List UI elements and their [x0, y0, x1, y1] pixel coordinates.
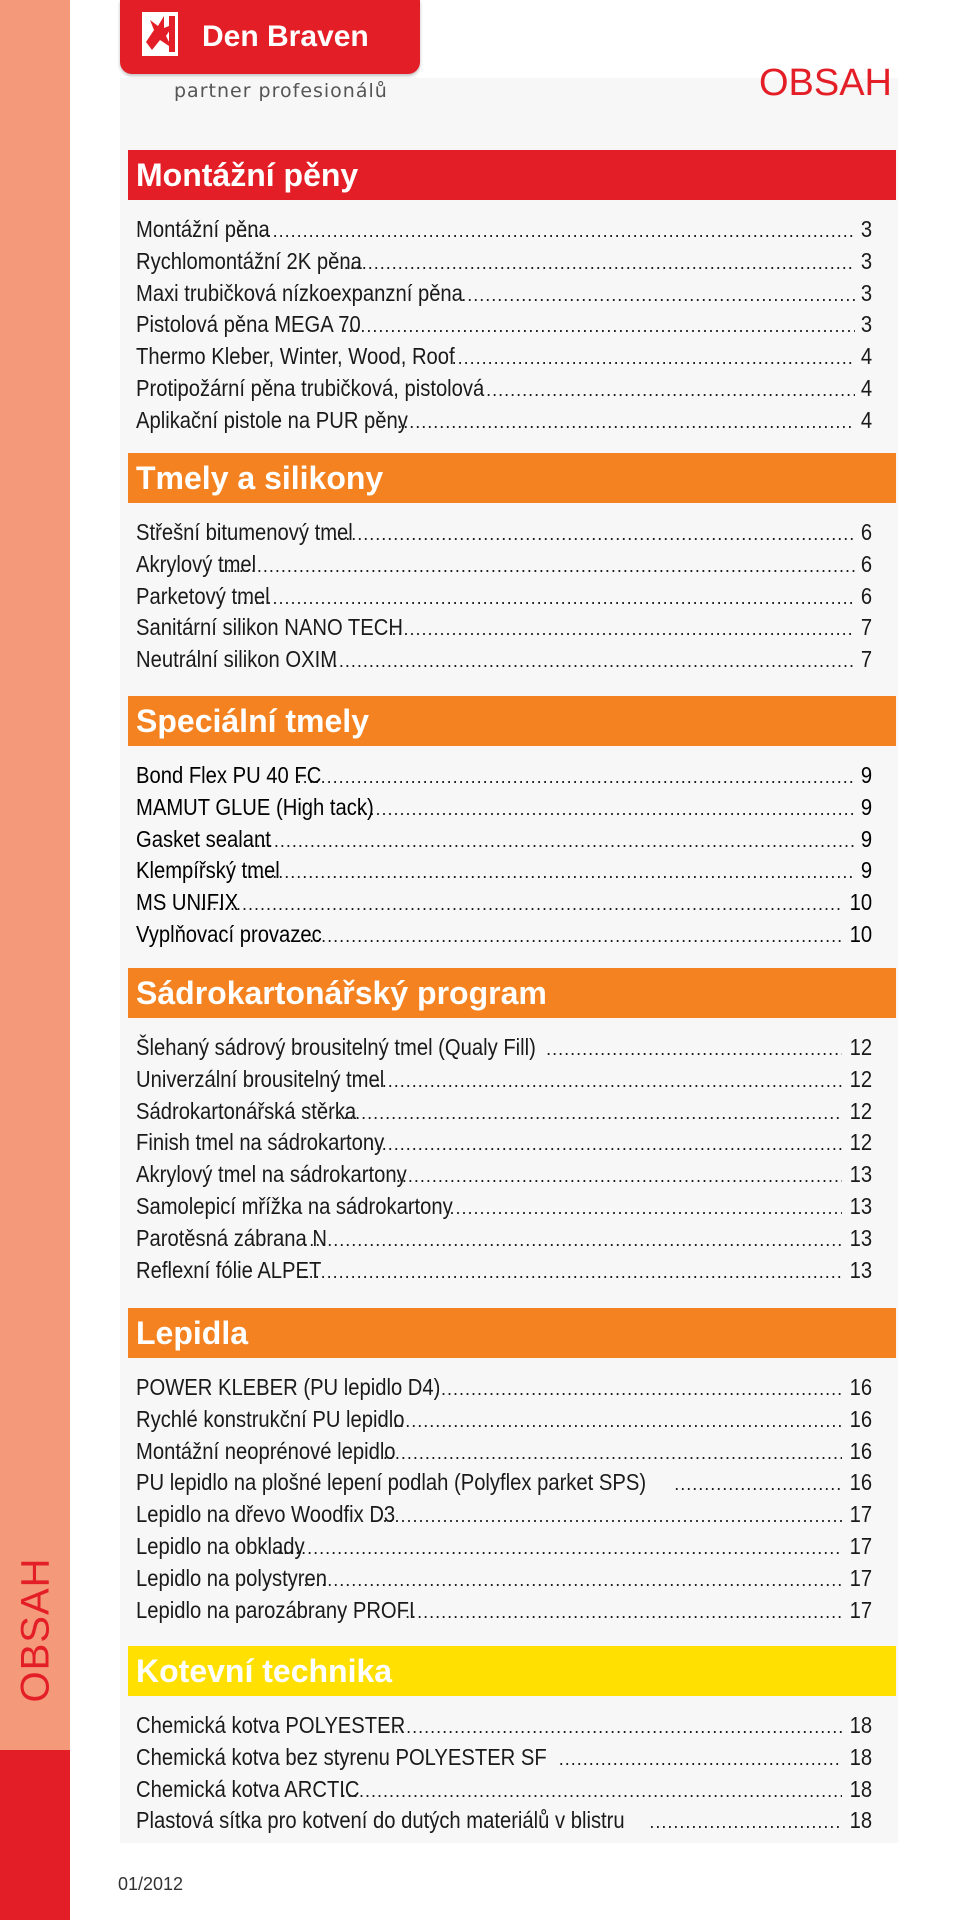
entry-title: Parketový tmel: [136, 582, 270, 609]
entry-title: Montážní neoprénové lepidlo: [136, 1437, 396, 1464]
dot-leader: [248, 857, 855, 889]
dot-leader: [344, 248, 855, 280]
dot-leader: [449, 1193, 841, 1225]
side-label: OBSAH: [13, 1557, 58, 1703]
entry-page-number: 13: [849, 1161, 872, 1188]
toc-entry[interactable]: [128, 1096, 896, 1128]
entry-title: Neutrální silikon OXIM: [136, 646, 338, 673]
section-header: Speciální tmely: [128, 696, 896, 746]
dot-leader: [297, 762, 855, 794]
section-specialni-tmely: [128, 696, 896, 951]
toc-entry[interactable]: [128, 1774, 896, 1806]
entry-page-number: 17: [849, 1596, 872, 1623]
entry-title: Gasket sealant: [136, 825, 271, 852]
entry-page-number: 16: [849, 1437, 872, 1464]
dot-leader: [238, 826, 855, 858]
brand-tagline: partner profesionálů: [174, 80, 388, 102]
section-lepidla: [128, 1308, 896, 1626]
dot-leader: [358, 794, 855, 826]
entry-title: Bond Flex PU 40 FC: [136, 762, 322, 788]
entry-title: Lepidlo na obklady: [136, 1532, 305, 1559]
toc-entry[interactable]: [128, 1191, 896, 1223]
entry-title: Rychlomontážní 2K pěna: [136, 247, 362, 274]
entry-title: Chemická kotva POLYESTER: [136, 1712, 406, 1738]
toc-entry[interactable]: [128, 581, 896, 613]
entry-page-number: 3: [860, 216, 872, 242]
entry-page-number: 12: [849, 1097, 872, 1124]
toc-entry[interactable]: [128, 373, 896, 405]
dot-leader: [337, 1098, 842, 1130]
entry-page-number: 12: [849, 1129, 872, 1156]
dot-leader: [461, 280, 855, 312]
entry-title: Klempířský tmel: [136, 857, 280, 884]
dot-leader: [397, 407, 855, 439]
entry-page-number: 4: [860, 374, 872, 401]
entry-page-number: 7: [860, 646, 872, 673]
toc-entry[interactable]: [128, 887, 896, 919]
toc-entry[interactable]: [128, 1595, 896, 1627]
footer-date: 01/2012: [118, 1874, 184, 1894]
entry-title: Chemická kotva bez styrenu POLYESTER SF: [136, 1743, 547, 1770]
entry-title: Šlehaný sádrový brousitelný tmel (Qualy Fill): [136, 1034, 536, 1060]
dot-leader: [237, 583, 855, 615]
dot-leader: [370, 1129, 842, 1161]
toc-entry[interactable]: [128, 1372, 896, 1404]
entry-title: Parotěsná zábrana N: [136, 1224, 328, 1251]
entry-title: Střešní bitumenový tmel: [136, 519, 353, 545]
toc-entry[interactable]: [128, 1467, 896, 1499]
toc-entry[interactable]: [128, 1563, 896, 1595]
page-title: OBSAH: [758, 62, 892, 104]
entry-page-number: 16: [849, 1469, 872, 1496]
toc-entry[interactable]: [128, 1064, 896, 1096]
toc-entry[interactable]: [128, 517, 896, 549]
toc-entry[interactable]: [128, 1499, 896, 1531]
entry-page-number: 16: [849, 1374, 872, 1400]
entry-page-number: 13: [849, 1192, 872, 1219]
toc-entry[interactable]: [128, 1531, 896, 1563]
section-tmely-a-silikony: [128, 453, 896, 676]
entry-title: Chemická kotva ARCTIC: [136, 1775, 360, 1802]
dot-leader: [392, 614, 855, 646]
toc-entry[interactable]: [128, 246, 896, 278]
entry-title: Reflexní fólie ALPET: [136, 1256, 322, 1283]
entry-page-number: 4: [860, 406, 872, 433]
dot-leader: [297, 1257, 842, 1289]
entry-title: Finish tmel na sádrokartony: [136, 1129, 385, 1156]
entry-page-number: 6: [860, 582, 872, 609]
entry-page-number: 9: [860, 762, 872, 788]
entry-page-number: 7: [860, 614, 872, 641]
toc-entry[interactable]: [128, 278, 896, 310]
toc-entry[interactable]: [128, 1127, 896, 1159]
toc-entry[interactable]: [128, 1223, 896, 1255]
dot-leader: [341, 1776, 842, 1808]
dot-leader: [546, 1034, 842, 1066]
toc-entry[interactable]: [128, 792, 896, 824]
toc-entry[interactable]: [128, 341, 896, 373]
entry-page-number: 12: [849, 1065, 872, 1092]
dot-leader: [303, 1565, 842, 1597]
entry-page-number: 13: [849, 1224, 872, 1251]
dot-leader: [333, 519, 855, 551]
entry-page-number: 3: [860, 247, 872, 274]
toc-entry[interactable]: [128, 760, 896, 792]
dot-leader: [370, 1066, 842, 1098]
section-header: Kotevní technika: [128, 1646, 896, 1696]
entry-title: Pistolová pěna MEGA 70: [136, 311, 361, 338]
entry-page-number: 13: [849, 1256, 872, 1283]
dot-leader: [405, 1597, 842, 1629]
dot-leader: [297, 921, 842, 953]
dot-leader: [396, 1161, 842, 1193]
toc-entry[interactable]: [128, 1742, 896, 1774]
entry-title: Sanitární silikon NANO TECH: [136, 614, 403, 641]
toc-entry[interactable]: [128, 549, 896, 581]
entry-page-number: 6: [860, 550, 872, 577]
entry-title: POWER KLEBER (PU lepidlo D4): [136, 1374, 441, 1400]
dot-leader: [393, 1406, 842, 1438]
entry-page-number: 18: [849, 1775, 872, 1802]
entry-page-number: 6: [860, 519, 872, 545]
toc-entry[interactable]: [128, 1436, 896, 1468]
entry-title: Protipožární pěna trubičková, pistolová: [136, 374, 485, 401]
entry-page-number: 9: [860, 857, 872, 884]
section-sadrokartonarsky-program: [128, 968, 896, 1286]
dot-leader: [559, 1744, 842, 1776]
logo-text: Den Braven: [202, 20, 369, 53]
dot-leader: [674, 1469, 842, 1501]
dot-leader: [435, 1374, 842, 1406]
brand-logo[interactable]: [120, 0, 420, 74]
entry-title: Akrylový tmel: [136, 550, 257, 577]
entry-title: Lepidlo na polystyren: [136, 1564, 328, 1591]
dot-leader: [315, 646, 855, 678]
toc-entry[interactable]: [128, 1159, 896, 1191]
entry-title: Samolepicí mřížka na sádrokartony: [136, 1192, 453, 1219]
entry-title: Univerzální brousitelný tmel: [136, 1065, 385, 1092]
dot-leader: [221, 551, 855, 583]
toc-entry[interactable]: [128, 309, 896, 341]
toc-entry[interactable]: [128, 1404, 896, 1436]
entry-title: Thermo Kleber, Winter, Wood, Roof: [136, 343, 455, 370]
dot-leader: [486, 375, 855, 407]
entry-page-number: 18: [849, 1743, 872, 1770]
entry-page-number: 3: [860, 279, 872, 306]
entry-page-number: 10: [849, 889, 872, 916]
entry-title: Plastová sítka pro kotvení do dutých materiálů v blistru: [136, 1807, 625, 1834]
entry-title: Lepidlo na parozábrany PROFI: [136, 1596, 415, 1623]
dot-leader: [383, 1438, 842, 1470]
toc-entry[interactable]: [128, 1255, 896, 1287]
entry-title: Aplikační pistole na PUR pěny: [136, 406, 408, 433]
entry-title: MAMUT GLUE (High tack): [136, 793, 374, 820]
toc-entry[interactable]: [128, 612, 896, 644]
entry-page-number: 17: [849, 1532, 872, 1559]
toc-entry[interactable]: [128, 824, 896, 856]
entry-title: Sádrokartonářská stěrka: [136, 1097, 357, 1124]
entry-page-number: 4: [860, 343, 872, 370]
dot-leader: [237, 216, 855, 248]
section-kotevni-technika: [128, 1646, 896, 1837]
toc-entry[interactable]: [128, 1032, 896, 1064]
toc-entry[interactable]: [128, 919, 896, 951]
logo-emblem-icon: [142, 12, 178, 56]
side-strip-accent: [0, 1750, 70, 1920]
entry-page-number: 10: [849, 920, 872, 947]
entry-title: Akrylový tmel na sádrokartony: [136, 1161, 407, 1188]
toc-entry[interactable]: [128, 214, 896, 246]
entry-page-number: 18: [849, 1712, 872, 1738]
section-header: Tmely a silikony: [128, 453, 896, 503]
entry-title: Lepidlo na dřevo Woodfix D3: [136, 1501, 396, 1528]
entry-page-number: 18: [849, 1807, 872, 1834]
dot-leader: [452, 343, 855, 375]
toc-entry[interactable]: [128, 1710, 896, 1742]
toc-entry[interactable]: [128, 405, 896, 437]
dot-leader: [649, 1807, 842, 1839]
entry-title: PU lepidlo na plošné lepení podlah (Polyflex parket SPS): [136, 1469, 647, 1496]
entry-page-number: 16: [849, 1405, 872, 1432]
entry-title: Maxi trubičková nízkoexpanzní pěna: [136, 279, 463, 306]
entry-page-number: 9: [860, 793, 872, 820]
dot-leader: [200, 889, 842, 921]
entry-title: Vyplňovací provazec: [136, 920, 322, 947]
section-header: Sádrokartonářský program: [128, 968, 896, 1018]
dot-leader: [382, 1501, 841, 1533]
entry-page-number: 17: [849, 1501, 872, 1528]
entry-page-number: 17: [849, 1564, 872, 1591]
section-header: Montážní pěny: [128, 150, 896, 200]
section-montazni-peny: [128, 150, 896, 437]
entry-page-number: 9: [860, 825, 872, 852]
entry-page-number: 12: [849, 1034, 872, 1060]
dot-leader: [394, 1712, 842, 1744]
entry-page-number: 3: [860, 311, 872, 338]
toc-entry[interactable]: [128, 855, 896, 887]
section-header: Lepidla: [128, 1308, 896, 1358]
dot-leader: [342, 311, 855, 343]
entry-title: Rychlé konstrukční PU lepidlo: [136, 1405, 405, 1432]
entry-title: MS UNIFIX: [136, 889, 239, 916]
toc-entry[interactable]: [128, 644, 896, 676]
dot-leader: [277, 1533, 842, 1565]
dot-leader: [303, 1225, 842, 1257]
toc-entry[interactable]: [128, 1805, 896, 1837]
entry-title: Montážní pěna: [136, 216, 270, 242]
